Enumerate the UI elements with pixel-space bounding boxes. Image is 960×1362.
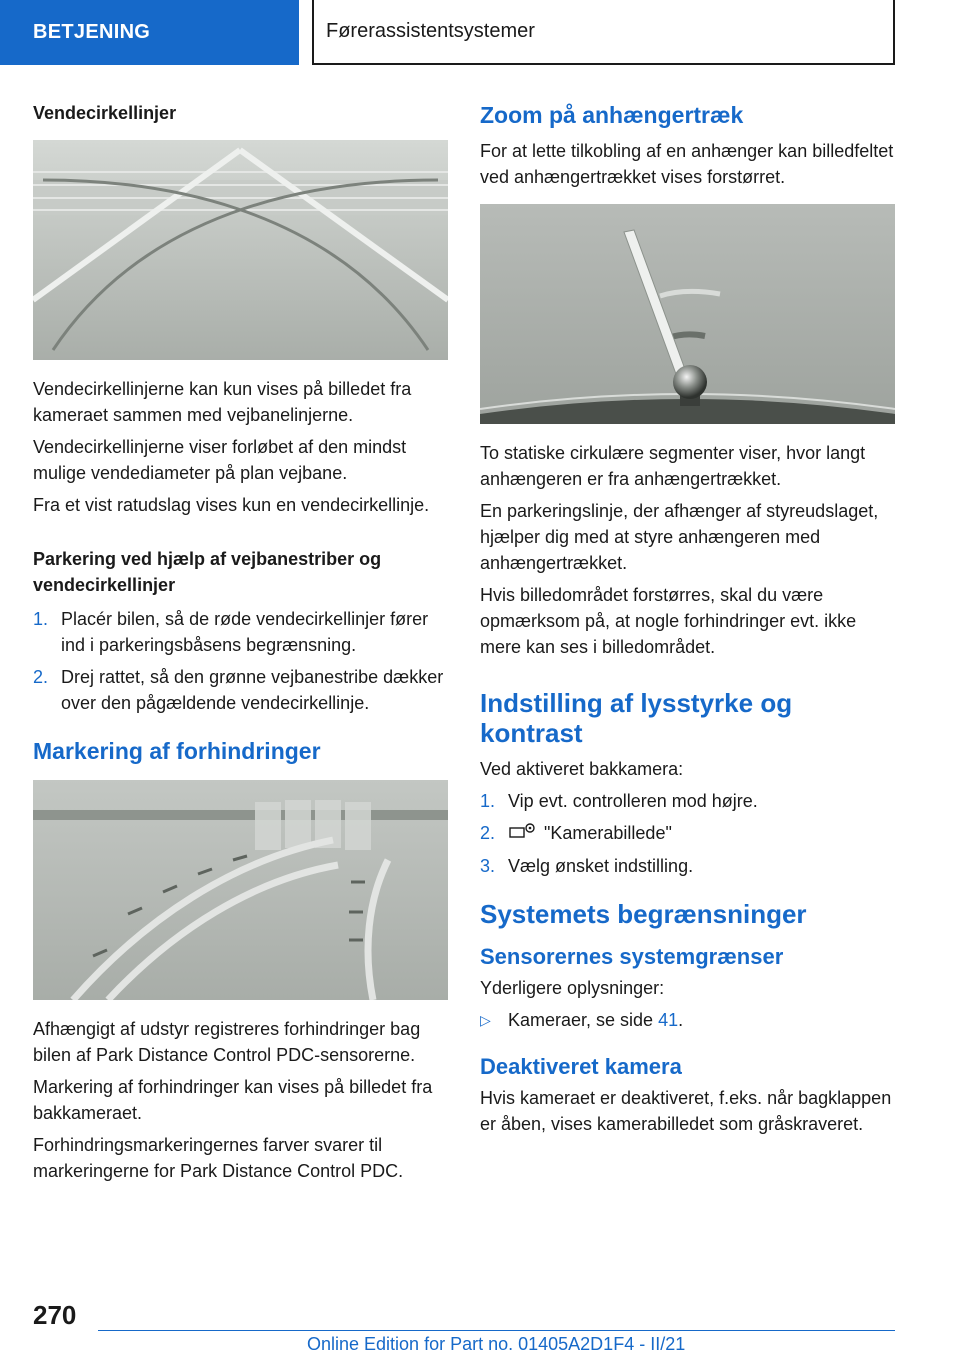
left-column bbox=[33, 100, 448, 1190]
list-item bbox=[480, 820, 895, 847]
right-column bbox=[480, 100, 895, 1143]
step-number: 3. bbox=[480, 856, 496, 876]
chapter-label: BETJENING bbox=[33, 21, 151, 43]
footer-divider bbox=[98, 1330, 895, 1331]
text-obstacles-2: Markering af forhindringer kan vises på billedet fra bakkameraet. bbox=[33, 1077, 433, 1123]
list-item bbox=[480, 788, 895, 814]
section-title: Førerassistentsystemer bbox=[326, 20, 535, 42]
step-text: "Kamerabillede" bbox=[544, 823, 672, 843]
list-item bbox=[480, 1007, 895, 1033]
text-obstacles-3: Forhindringsmarkeringernes farver svarer til markeringerne for Park Distance Control PDC. bbox=[33, 1135, 404, 1181]
text-sensor: Yderligere oplysninger: bbox=[480, 978, 665, 998]
text-obstacles-1: Afhængigt af udstyr registreres forhindringer bag bilen af Park Distance Control PDC-sensorerne. bbox=[33, 1019, 421, 1065]
figure-trailer-hitch bbox=[480, 204, 895, 424]
step-number: 2. bbox=[480, 823, 496, 843]
chapter-tab bbox=[0, 0, 299, 65]
text-zoom-2: To statiske cirkulære segmenter viser, hvor langt anhængeren er fra anhængertrækket. bbox=[480, 443, 866, 489]
step-text: Drej rattet, så den grønne vejbanestribe dækker over den pågældende vendecirkellinje. bbox=[61, 667, 444, 713]
heading-parking: Parkering ved hjælp af vejbanestriber og vendecirkellinjer bbox=[33, 549, 382, 595]
page-link[interactable]: 41 bbox=[658, 1010, 679, 1030]
page-number: 270 bbox=[33, 1300, 77, 1330]
step-text: Vip evt. controlleren mod højre. bbox=[508, 791, 758, 811]
text-zoom-4: Hvis billedområdet forstørres, skal du være opmærksom på, at nogle forhindringer evt. ikke mere kan ses i billedområdet. bbox=[480, 585, 857, 657]
heading-limits: Systemets begrænsninger bbox=[480, 899, 807, 929]
heading-zoom: Zoom på anhængertræk bbox=[480, 102, 744, 128]
step-number: 2. bbox=[33, 667, 49, 687]
bullet-end: . bbox=[678, 1010, 684, 1030]
text-zoom-1: For at lette tilkobling af en anhænger kan billedfeltet ved anhængertrækket vises forstørret. bbox=[480, 141, 894, 187]
bullet-text: Kameraer, se side bbox=[508, 1010, 654, 1030]
camera-settings-icon bbox=[508, 820, 544, 847]
section-header bbox=[312, 0, 895, 65]
list-item bbox=[33, 606, 448, 658]
step-text: Placér bilen, så de røde vendecirkellinjer fører ind i parkeringsbåsens begrænsning. bbox=[61, 609, 429, 655]
footer-edition: Online Edition for Part no. 01405A2D1F4 - II/21 bbox=[307, 1334, 686, 1354]
bullet-marker: ▷ bbox=[480, 1012, 491, 1028]
text-disabled: Hvis kameraet er deaktiveret, f.eks. når bagklappen er åben, vises kamerabilledet som gråskraveret. bbox=[480, 1088, 892, 1134]
heading-disabled: Deaktiveret kamera bbox=[480, 1054, 682, 1079]
list-item bbox=[480, 853, 895, 879]
step-number: 1. bbox=[33, 609, 49, 629]
text-brightness: Ved aktiveret bakkamera: bbox=[480, 759, 684, 779]
step-text: Vælg ønsket indstilling. bbox=[508, 856, 694, 876]
figure-obstacles bbox=[33, 780, 448, 1000]
heading-brightness: Indstilling af lysstyrke og kontrast bbox=[480, 688, 793, 748]
text-turn-lines-1: Vendecirkellinjerne kan kun vises på billedet fra kameraet sammen med vejbanelinjerne. bbox=[33, 379, 412, 425]
heading-turn-lines: Vendecirkellinjer bbox=[33, 103, 177, 123]
heading-obstacles: Markering af forhindringer bbox=[33, 738, 321, 764]
text-turn-lines-2: Vendecirkellinjerne viser forløbet af den mindst mulige vendediameter på plan vejbane. bbox=[33, 437, 407, 483]
step-number: 1. bbox=[480, 791, 496, 811]
text-zoom-3: En parkeringslinje, der afhænger af styreudslaget, hjælper dig med at styre anhængeren med anhængertrækket. bbox=[480, 501, 879, 573]
heading-sensor: Sensorernes systemgrænser bbox=[480, 944, 784, 969]
text-turn-lines-3: Fra et vist ratudslag vises kun en vendecirkellinje. bbox=[33, 495, 430, 515]
list-item bbox=[33, 664, 448, 716]
figure-turn-lines bbox=[33, 140, 448, 360]
